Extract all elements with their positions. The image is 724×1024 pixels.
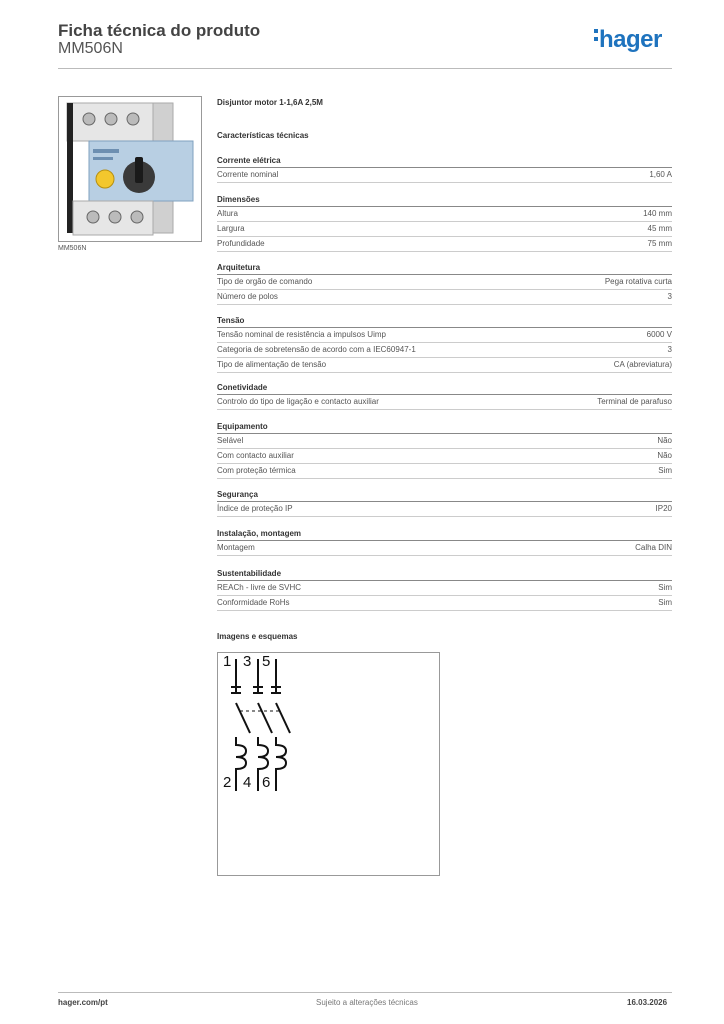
spec-row: [217, 449, 672, 464]
photo-caption: MM506N: [58, 245, 87, 252]
spec-value: 140 mm: [643, 209, 672, 218]
logo-dots-icon: [594, 29, 599, 45]
spec-value: 45 mm: [647, 224, 672, 233]
spec-value: Não: [657, 436, 672, 445]
spec-label: Tipo de orgão de comando: [217, 277, 313, 286]
section-arquitetura: [217, 262, 672, 305]
spec-value: 3: [667, 292, 672, 301]
spec-label: Índice de proteção IP: [217, 504, 293, 513]
section-dimensoes: [217, 194, 672, 252]
spec-value: Calha DIN: [635, 543, 672, 552]
section-title: Conetividade: [217, 382, 672, 395]
breaker-schematic-diagram: [218, 653, 439, 875]
footer-divider: [58, 992, 672, 993]
spec-label: Corrente nominal: [217, 170, 279, 179]
images-title: Imagens e esquemas: [217, 632, 298, 641]
spec-row: [217, 275, 672, 290]
spec-value: Terminal de parafuso: [597, 397, 672, 406]
section-title: Equipamento: [217, 421, 672, 434]
spec-heading: Características técnicas: [217, 131, 309, 140]
spec-row: [217, 596, 672, 611]
footer-disclaimer: Sujeito a alterações técnicas: [316, 998, 418, 1007]
spec-label: Tensão nominal de resistência a impulsos Uimp: [217, 330, 386, 339]
spec-value: Pega rotativa curta: [604, 277, 672, 286]
section-instalacao-montagem: [217, 528, 672, 556]
product-code: MM506N: [58, 40, 123, 57]
section-title: Instalação, montagem: [217, 528, 672, 541]
spec-row: [217, 502, 672, 517]
section-title: Arquitetura: [217, 262, 672, 275]
spec-value: Sim: [658, 583, 672, 592]
footer-date: 16.03.2026: [627, 998, 668, 1007]
spec-value: Não: [657, 451, 672, 460]
spec-label: Com contacto auxiliar: [217, 451, 294, 460]
spec-label: REACh - livre de SVHC: [217, 583, 302, 592]
spec-value: 3: [667, 345, 672, 354]
spec-row: [217, 395, 672, 410]
spec-label: Conformidade RoHs: [217, 598, 290, 607]
terminal-label-bottom: 6: [262, 774, 271, 791]
spec-value: 6000 V: [646, 330, 672, 339]
spec-label: Selável: [217, 436, 244, 445]
terminal-label-top: 1: [223, 653, 232, 670]
header-divider: [58, 68, 672, 69]
section-tensao: [217, 315, 672, 373]
section-corrente-eletrica: [217, 155, 672, 183]
spec-label: Número de polos: [217, 292, 278, 301]
hager-logo: [594, 26, 662, 54]
spec-row: [217, 237, 672, 252]
spec-row: [217, 290, 672, 305]
section-sustentabilidade: [217, 568, 672, 611]
spec-row: [217, 581, 672, 596]
section-title: Segurança: [217, 489, 672, 502]
spec-label: Tipo de alimentação de tensão: [217, 360, 327, 369]
spec-row: [217, 541, 672, 556]
spec-label: Categoria de sobretensão de acordo com a IEC60947-1: [217, 345, 416, 354]
section-title: Sustentabilidade: [217, 568, 672, 581]
spec-value: Sim: [658, 466, 672, 475]
spec-value: CA (abreviatura): [613, 360, 672, 369]
spec-row: [217, 464, 672, 479]
product-photo: [58, 96, 202, 242]
terminal-label-top: 3: [243, 653, 252, 670]
terminal-label-top: 5: [262, 653, 271, 670]
spec-row: [217, 222, 672, 237]
section-title: Tensão: [217, 315, 672, 328]
spec-label: Montagem: [217, 543, 255, 552]
spec-label: Profundidade: [217, 239, 265, 248]
spec-value: 1,60 A: [649, 170, 672, 179]
spec-label: Altura: [217, 209, 238, 218]
spec-value: Sim: [658, 598, 672, 607]
spec-row: [217, 168, 672, 183]
spec-label: Com proteção térmica: [217, 466, 296, 475]
section-title: Dimensões: [217, 194, 672, 207]
spec-label: Largura: [217, 224, 245, 233]
spec-row: [217, 434, 672, 449]
spec-value: 75 mm: [647, 239, 672, 248]
spec-label: Controlo do tipo de ligação e contacto auxiliar: [217, 397, 379, 406]
logo-text: hager: [599, 26, 662, 53]
motor-breaker-image: [59, 97, 201, 241]
terminal-label-bottom: 4: [243, 774, 252, 791]
section-conetividade: [217, 382, 672, 410]
spec-row: [217, 328, 672, 343]
section-equipamento: [217, 421, 672, 479]
spec-row: [217, 207, 672, 222]
spec-value: IP20: [655, 504, 672, 513]
spec-row: [217, 358, 672, 373]
terminal-label-bottom: 2: [223, 774, 232, 791]
product-name: Disjuntor motor 1-1,6A 2,5M: [217, 98, 323, 107]
section-seguranca: [217, 489, 672, 517]
spec-row: [217, 343, 672, 358]
footer-website-link[interactable]: hager.com/pt: [58, 998, 108, 1007]
page-title: Ficha técnica do produto: [58, 21, 261, 40]
wiring-schematic: [217, 652, 440, 876]
section-title: Corrente elétrica: [217, 155, 672, 168]
